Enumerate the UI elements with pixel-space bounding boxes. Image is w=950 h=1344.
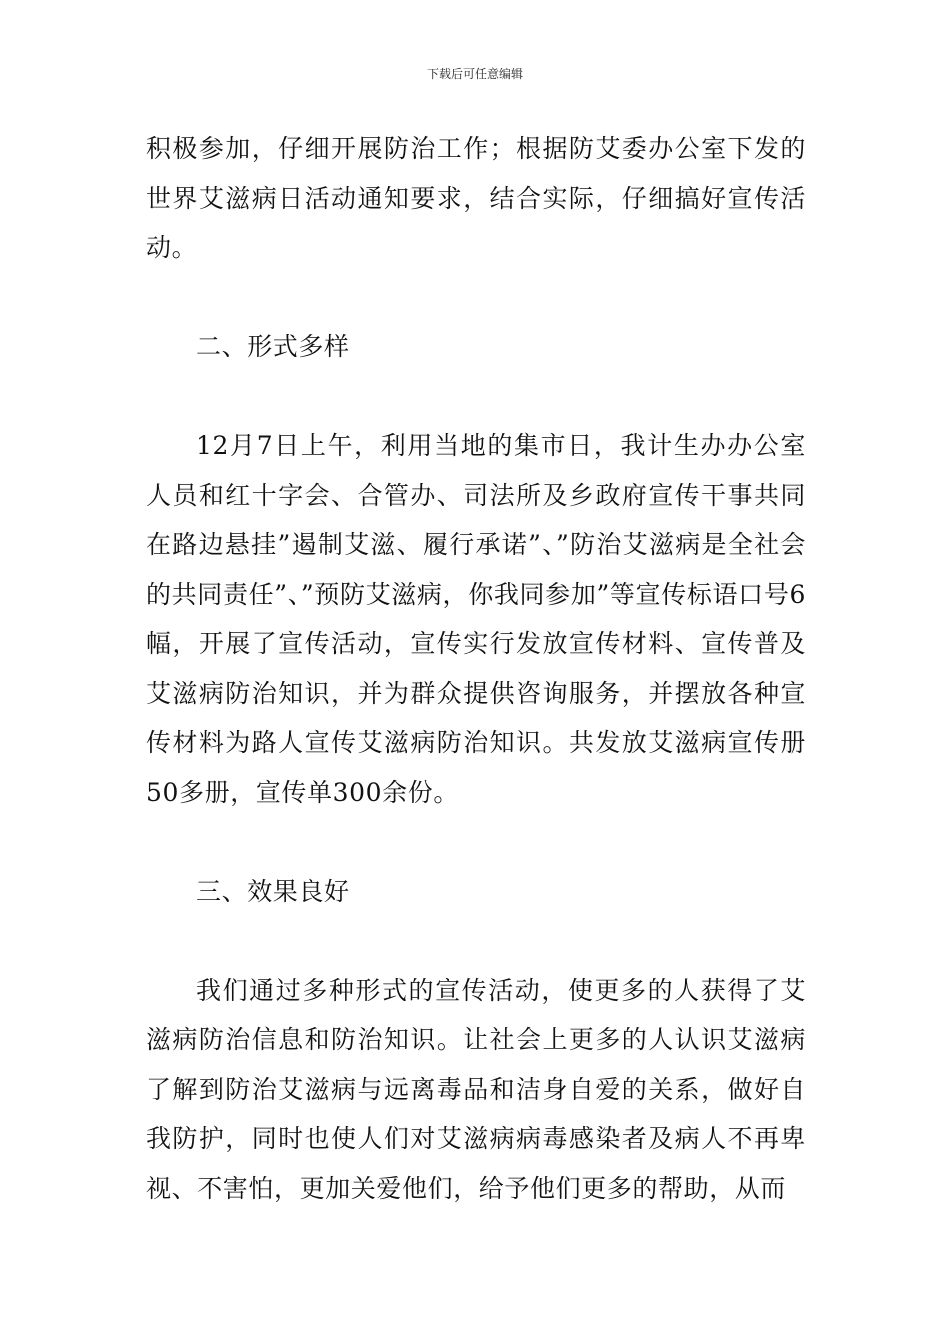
paragraph-continuation: 积极参加，仔细开展防治工作；根据防艾委办公室下发的世界艾滋病日活动通知要求，结合实际，仔细搞好宣传活动。 [146,134,806,262]
paragraph-effects: 我们通过多种形式的宣传活动，使更多的人获得了艾滋病防治信息和防治知识。让社会上更多的人认识艾滋病了解到防治艾滋病与远离毒品和洁身自爱的关系，做好自我防护，同时也使人们对艾滋病病毒感染者及病人不再卑视、不害怕，更加关爱他们，给予他们更多的帮助，从而 [146,975,806,1203]
paragraph-forms: 12月7日上午，利用当地的集市日，我计生办办公室人员和红十字会、合管办、司法所及乡政府宣传干事共同在路边悬挂”遏制艾滋、履行承诺”、”防治艾滋病是全社会的共同责任”、”预防艾滋病，你我同参加”等宣传标语口号6幅，开展了宣传活动，宣传实行发放宣传材料、宣传普及艾滋病防治知识，并为群众提供咨询服务，并摆放各种宣传材料为路人宣传艾滋病防治知识。共发放艾滋病宣传册50多册，宣传单300余份。 [146,431,806,807]
spacer [146,273,806,323]
spacer [146,817,806,867]
document-body [146,124,806,1213]
section-heading-2: 二、形式多样 [196,332,350,361]
spacer [146,916,806,966]
page-header-note: 下载后可任意编辑 [426,67,523,81]
section-heading-3: 三、效果良好 [196,876,350,906]
spacer [146,372,806,422]
